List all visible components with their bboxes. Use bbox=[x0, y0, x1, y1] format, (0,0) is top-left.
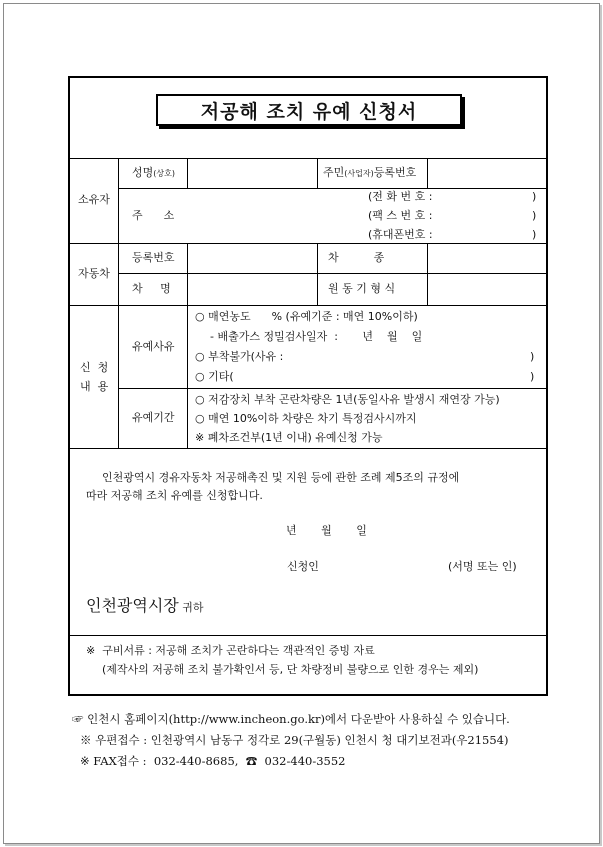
mail-submission: ※ 우편접수 : 인천광역시 남동구 정각로 29(구월동) 인천시 청 대기보전과(우21554) bbox=[80, 733, 509, 747]
grid-line bbox=[427, 158, 428, 188]
application-form bbox=[68, 76, 548, 696]
request-section-label-1: 신 청 bbox=[80, 361, 109, 374]
request-section-label-2: 내 용 bbox=[80, 380, 109, 393]
grid-line bbox=[70, 448, 546, 449]
reason-label: 유예사유 bbox=[132, 340, 175, 353]
mobile-close: ) bbox=[532, 228, 537, 241]
reason-2-close: ) bbox=[530, 350, 535, 363]
required-documents: ※ 구비서류 : 저공해 조치가 곤란하다는 객관적인 증빙 자료 bbox=[86, 644, 375, 657]
vehicle-type-label: 차 종 bbox=[328, 251, 385, 264]
id-number-label: 주민(사업자)등록번호 bbox=[323, 166, 417, 179]
reason-3-close: ) bbox=[530, 370, 535, 383]
engine-type-label: 원 동 기 형 식 bbox=[328, 282, 396, 295]
fax-close: ) bbox=[532, 209, 537, 222]
statement-line-1: 인천광역시 경유자동차 저공해촉진 및 지원 등에 관한 조례 제5조의 규정에 bbox=[102, 471, 460, 484]
address-label: 주 소 bbox=[132, 209, 175, 222]
applicant-label: 신청인 bbox=[287, 560, 319, 573]
grid-line bbox=[70, 635, 546, 636]
period-label: 유예기간 bbox=[132, 411, 175, 424]
grid-line bbox=[70, 305, 546, 306]
required-documents-note: (제작사의 저공해 조치 불가확인서 등, 단 차량정비 불량으로 인한 경우는 제외) bbox=[102, 663, 479, 676]
period-note: ※ 폐차조건부(1년 이내) 유예신청 가능 bbox=[195, 431, 383, 444]
grid-line bbox=[317, 158, 318, 188]
grid-line bbox=[427, 243, 428, 305]
reason-not-attachable: ○ 부착불가(사유 : bbox=[195, 350, 284, 363]
form-title: 저공해 조치 유예 신청서 bbox=[156, 94, 462, 126]
reason-inspection-date: - 배출가스 정밀검사일자 : 년 월 일 bbox=[210, 330, 423, 343]
grid-line bbox=[118, 273, 546, 274]
signature-note: (서명 또는 인) bbox=[448, 560, 517, 573]
reason-other: ○ 기타( bbox=[195, 370, 234, 383]
period-option-1: ○ 저감장치 부착 곤란차량은 1년(동일사유 발생시 재연장 가능) bbox=[195, 393, 500, 406]
grid-line bbox=[118, 188, 546, 189]
owner-section-label: 소유자 bbox=[78, 193, 110, 206]
homepage-notice: ☞ 인천시 홈페이지(http://www.incheon.go.kr)에서 다운받아 사용하실 수 있습니다. bbox=[72, 712, 510, 726]
application-date: 년 월 일 bbox=[286, 524, 367, 537]
fax-field: (팩 스 번 호 : bbox=[368, 209, 433, 222]
grid-line bbox=[118, 158, 119, 448]
vehicle-name-label: 차 명 bbox=[132, 282, 171, 295]
grid-line bbox=[118, 388, 546, 389]
mobile-field: (휴대폰번호 : bbox=[368, 228, 433, 241]
grid-line bbox=[70, 158, 546, 159]
addressee: 인천광역시장 귀하 bbox=[86, 596, 204, 615]
grid-line bbox=[317, 243, 318, 305]
statement-line-2: 따라 저공해 조치 유예를 신청합니다. bbox=[86, 489, 263, 502]
phone-close: ) bbox=[532, 190, 537, 203]
title-area bbox=[70, 78, 546, 159]
reason-smoke-density: ○ 매연농도 % (유예기준 : 매연 10%이하) bbox=[195, 310, 418, 323]
vehicle-section-label: 자동차 bbox=[78, 267, 110, 280]
grid-line bbox=[187, 158, 188, 188]
registration-number-label: 등록번호 bbox=[132, 251, 175, 264]
grid-line bbox=[70, 243, 546, 244]
name-label: 성명(상호) bbox=[132, 166, 175, 179]
period-option-2: ○ 매연 10%이하 차량은 차기 특정검사시까지 bbox=[195, 412, 417, 425]
fax-submission: ※ FAX접수 : 032-440-8685, ☎ 032-440-3552 bbox=[80, 754, 346, 768]
phone-field: (전 화 번 호 : bbox=[368, 190, 433, 203]
grid-line bbox=[187, 243, 188, 448]
